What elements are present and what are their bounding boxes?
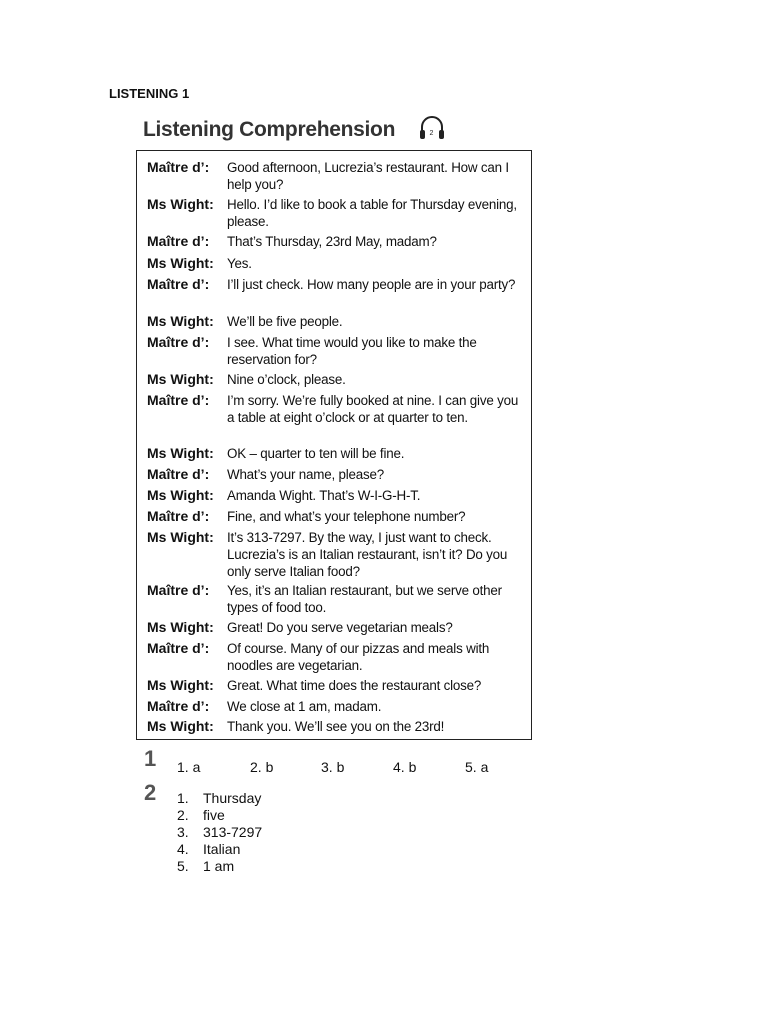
- list-item: [177, 858, 262, 875]
- utterance: I see. What time would you like to make the reservation for?: [227, 335, 477, 367]
- utterance: Thank you. We’ll see you on the 23rd!: [227, 719, 445, 734]
- utterance: OK – quarter to ten will be fine.: [227, 446, 405, 461]
- utterance: We close at 1 am, madam.: [227, 699, 382, 714]
- speaker-label: Maître d’:: [147, 276, 210, 292]
- exercise-1-answer: 4. b: [393, 759, 417, 775]
- exercise-1-answer: 5. a: [465, 759, 489, 775]
- answer-text: five: [203, 807, 225, 823]
- exercise-1-answer: 2. b: [250, 759, 274, 775]
- list-item: [177, 807, 262, 824]
- list-item: [177, 841, 262, 858]
- exercise-2-answers: [177, 790, 262, 875]
- utterance: I’ll just check. How many people are in your party?: [227, 277, 516, 292]
- answer-text: Thursday: [203, 790, 262, 806]
- answer-text: Italian: [203, 841, 241, 857]
- utterance: Yes.: [227, 256, 252, 271]
- list-item: [177, 824, 262, 841]
- exercise-1-answer: 1. a: [177, 759, 201, 775]
- speaker-label: Ms Wight:: [147, 529, 214, 545]
- speaker-label: Maître d’:: [147, 466, 210, 482]
- exercise-2-number: 2: [144, 780, 157, 805]
- headphones-icon: [417, 113, 447, 143]
- speaker-label: Maître d’:: [147, 334, 210, 350]
- speaker-label: Maître d’:: [147, 640, 210, 656]
- speaker-label: Ms Wight:: [147, 718, 214, 734]
- utterance: I’m sorry. We’re fully booked at nine. I can give you a table at eight o’clock or at quarter to ten.: [227, 393, 519, 425]
- utterance: It’s 313-7297. By the way, I just want to check. Lucrezia’s is an Italian restaurant, isn’t it? Do you only serve Italian food?: [227, 530, 508, 579]
- answer-text: 313-7297: [203, 824, 263, 840]
- speaker-label: Maître d’:: [147, 508, 210, 524]
- utterance: We’ll be five people.: [227, 314, 343, 329]
- speaker-label: Ms Wight:: [147, 445, 214, 461]
- speaker-label: Ms Wight:: [147, 371, 214, 387]
- utterance: That’s Thursday, 23rd May, madam?: [227, 234, 437, 249]
- item-number: 1.: [177, 790, 189, 806]
- utterance: Hello. I’d like to book a table for Thursday evening, please.: [227, 197, 517, 229]
- exercise-1-number: 1: [144, 746, 157, 771]
- utterance: Yes, it’s an Italian restaurant, but we serve other types of food too.: [227, 583, 502, 615]
- utterance: Fine, and what’s your telephone number?: [227, 509, 466, 524]
- answer-text: 1 am: [203, 858, 235, 874]
- utterance: Good afternoon, Lucrezia’s restaurant. How can I help you?: [227, 160, 509, 192]
- speaker-label: Ms Wight:: [147, 619, 214, 635]
- item-number: 3.: [177, 824, 189, 840]
- speaker-label: Maître d’:: [147, 698, 210, 714]
- item-number: 5.: [177, 858, 189, 874]
- track-number: 2: [429, 130, 434, 137]
- list-item: [177, 790, 262, 807]
- speaker-label: Ms Wight:: [147, 677, 214, 693]
- utterance: Of course. Many of our pizzas and meals with noodles are vegetarian.: [227, 641, 490, 673]
- speaker-label: Ms Wight:: [147, 196, 214, 212]
- speaker-label: Maître d’:: [147, 233, 210, 249]
- speaker-label: Ms Wight:: [147, 313, 214, 329]
- speaker-label: Maître d’:: [147, 392, 210, 408]
- speaker-label: Ms Wight:: [147, 487, 214, 503]
- dialogue-transcript: [136, 150, 532, 740]
- utterance: Great. What time does the restaurant close?: [227, 678, 482, 693]
- utterance: Great! Do you serve vegetarian meals?: [227, 620, 453, 635]
- speaker-label: Ms Wight:: [147, 255, 214, 271]
- item-number: 2.: [177, 807, 189, 823]
- exercise-1-answer: 3. b: [321, 759, 345, 775]
- item-number: 4.: [177, 841, 189, 857]
- speaker-label: Maître d’:: [147, 159, 210, 175]
- document-heading: LISTENING 1: [109, 86, 190, 101]
- utterance: Nine o’clock, please.: [227, 372, 346, 387]
- speaker-label: Maître d’:: [147, 582, 210, 598]
- utterance: Amanda Wight. That’s W-I-G-H-T.: [227, 488, 421, 503]
- section-title: Listening Comprehension: [143, 118, 396, 141]
- utterance: What’s your name, please?: [227, 467, 385, 482]
